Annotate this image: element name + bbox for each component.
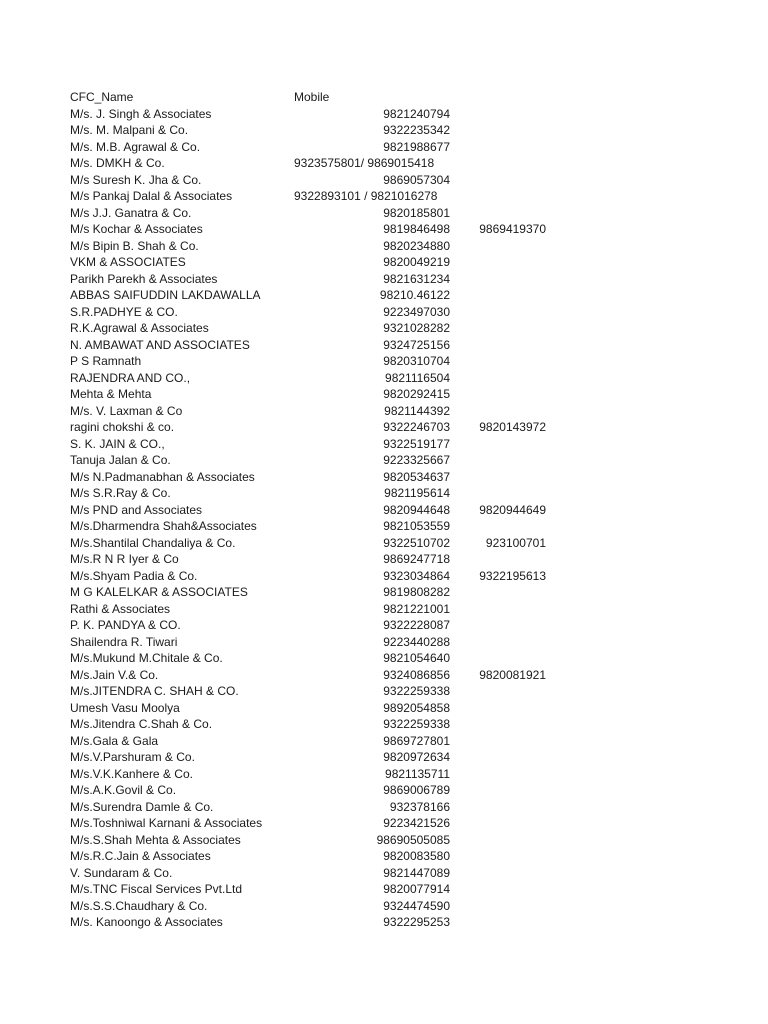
mobile-cell: 9324474590 <box>383 898 450 913</box>
table-row <box>70 386 730 403</box>
cfc-name-cell: Mehta & Mehta <box>70 387 152 401</box>
cfc-name-cell: M/s J.J. Ganatra & Co. <box>70 205 192 220</box>
table-row <box>70 716 730 733</box>
mobile-cell: 9821054640 <box>383 651 450 665</box>
table-row <box>70 238 730 255</box>
cfc-name-cell: M/s.R N R Iyer & Co <box>70 552 179 566</box>
table-row <box>70 419 730 436</box>
table-row <box>70 601 730 618</box>
mobile-cell: 9821240794 <box>383 106 450 121</box>
cfc-name-cell: M/s S.R.Ray & Co. <box>70 486 171 500</box>
cfc-name-cell: M/s N.Padmanabhan & Associates <box>70 469 255 484</box>
cfc-name-cell: N. AMBAWAT AND ASSOCIATES <box>70 337 250 352</box>
cfc-name-cell: M/s.Jitendra C.Shah & Co. <box>70 717 213 731</box>
cfc-name-cell: M/s Pankaj Dalal & Associates <box>70 189 233 203</box>
mobile-cell: 9821221001 <box>383 601 450 616</box>
table-row <box>70 188 730 205</box>
table-row <box>70 782 730 799</box>
cfc-name-cell: M/s.Shyam Padia & Co. <box>70 568 198 583</box>
table-row <box>70 584 730 601</box>
mobile-cell: 9820185801 <box>383 205 450 220</box>
cfc-name-cell: M/s.Toshniwal Karnani & Associates <box>70 816 263 830</box>
mobile-cell: 9323575801/ 9869015418 <box>294 156 435 170</box>
cfc-name-cell: M/s Kochar & Associates <box>70 222 203 236</box>
cfc-name-cell: M/s.TNC Fiscal Services Pvt.Ltd <box>70 882 243 896</box>
table-row <box>70 469 730 486</box>
table-row <box>70 271 730 288</box>
mobile-cell: 98690505085 <box>376 832 450 847</box>
cfc-name-cell: M/s.S.S.Chaudhary & Co. <box>70 898 208 913</box>
table-row <box>70 749 730 766</box>
cfc-name-cell: M G KALELKAR & ASSOCIATES <box>70 585 248 599</box>
cfc-name-cell: P S Ramnath <box>70 354 142 368</box>
column-header-cfc-name: CFC_Name <box>70 90 134 104</box>
table-row <box>70 568 730 585</box>
mobile-cell: 9322228087 <box>383 618 450 632</box>
mobile-cell: 9869247718 <box>383 552 450 566</box>
table-row <box>70 370 730 387</box>
alternate-mobile-cell: 9322195613 <box>479 568 546 583</box>
cfc-name-cell: Rathi & Associates <box>70 601 171 616</box>
table-row <box>70 353 730 370</box>
mobile-cell: 9324725156 <box>383 337 450 352</box>
cfc-name-cell: M/s Suresh K. Jha & Co. <box>70 172 202 187</box>
alternate-mobile-cell: 9820081921 <box>479 667 546 682</box>
cfc-name-cell: M/s.S.Shah Mehta & Associates <box>70 832 241 847</box>
table-row <box>70 502 730 519</box>
mobile-cell: 9820077914 <box>383 882 450 896</box>
cfc-name-cell: M/s.Jain V.& Co. <box>70 667 159 682</box>
mobile-cell: 932378166 <box>389 799 450 814</box>
table-row <box>70 881 730 898</box>
mobile-cell: 9322893101 / 9821016278 <box>294 189 438 203</box>
alternate-mobile-cell: 923100701 <box>485 535 546 550</box>
table-row <box>70 617 730 634</box>
table-row <box>70 865 730 882</box>
cfc-name-cell: M/s.Mukund M.Chitale & Co. <box>70 651 223 665</box>
header-row <box>70 89 730 106</box>
table-row <box>70 485 730 502</box>
table-row <box>70 106 730 123</box>
table-row <box>70 403 730 420</box>
cfc-name-cell: M/s.Gala & Gala <box>70 733 159 748</box>
alternate-mobile-cell: 9869419370 <box>479 222 546 236</box>
table-row <box>70 436 730 453</box>
cfc-name-cell: M/s.A.K.Govil & Co. <box>70 783 177 797</box>
mobile-cell: 9821631234 <box>383 271 450 286</box>
cfc-name-cell: RAJENDRA AND CO., <box>70 370 191 385</box>
cfc-name-cell: S.R.PADHYE & CO. <box>70 304 178 319</box>
mobile-cell: 9869057304 <box>383 172 450 187</box>
mobile-cell: 9223497030 <box>383 304 450 319</box>
cfc-name-cell: M/s. Kanoongo & Associates <box>70 915 223 929</box>
cfc-name-cell: Umesh Vasu Moolya <box>70 700 180 715</box>
mobile-cell: 9223325667 <box>383 453 450 467</box>
cfc-name-cell: M/s Bipin B. Shah & Co. <box>70 238 199 253</box>
mobile-cell: 9322259338 <box>383 684 450 698</box>
mobile-cell: 9821053559 <box>383 519 450 533</box>
table-row <box>70 766 730 783</box>
cfc-name-cell: M/s. V. Laxman & Co <box>70 403 183 418</box>
cfc-name-cell: M/s.V.K.Kanhere & Co. <box>70 766 193 781</box>
cfc-name-cell: S. K. JAIN & CO., <box>70 436 165 451</box>
mobile-cell: 9821447089 <box>383 865 450 880</box>
table-row <box>70 898 730 915</box>
table-row <box>70 155 730 172</box>
mobile-cell: 9322295253 <box>383 915 450 929</box>
table-row <box>70 254 730 271</box>
cfc-name-cell: ABBAS SAIFUDDIN LAKDAWALLA <box>70 288 261 302</box>
table-row <box>70 452 730 469</box>
cfc-name-cell: M/s.JITENDRA C. SHAH & CO. <box>70 684 239 698</box>
mobile-cell: 9820234880 <box>383 238 450 253</box>
table-row <box>70 535 730 552</box>
mobile-cell: 9821144392 <box>384 403 450 418</box>
table-row <box>70 683 730 700</box>
mobile-cell: 9819846498 <box>383 222 450 236</box>
alternate-mobile-cell: 9820944649 <box>479 502 546 517</box>
cfc-name-cell: M/s.R.C.Jain & Associates <box>70 849 211 863</box>
mobile-cell: 98210.46122 <box>379 288 450 302</box>
table-row <box>70 848 730 865</box>
cfc-name-cell: Tanuja Jalan & Co. <box>70 453 171 467</box>
mobile-cell: 9821135711 <box>385 766 450 781</box>
mobile-cell: 9821195614 <box>384 486 450 500</box>
mobile-cell: 9322259338 <box>383 717 450 731</box>
mobile-cell: 9869006789 <box>383 783 450 797</box>
spreadsheet-table <box>70 89 730 931</box>
cfc-name-cell: R.K.Agrawal & Associates <box>70 321 209 335</box>
cfc-name-cell: M/s. J. Singh & Associates <box>70 106 212 121</box>
mobile-cell: 9892054858 <box>383 700 450 715</box>
table-row <box>70 221 730 238</box>
cfc-name-cell: Parikh Parekh & Associates <box>70 271 218 286</box>
cfc-name-cell: P. K. PANDYA & CO. <box>70 618 181 632</box>
mobile-cell: 9322510702 <box>383 535 450 550</box>
table-row <box>70 667 730 684</box>
table-row <box>70 832 730 849</box>
mobile-cell: 9321028282 <box>383 321 450 335</box>
table-row <box>70 914 730 931</box>
cfc-name-cell: ragini chokshi & co. <box>70 420 175 434</box>
mobile-cell: 9820534637 <box>383 469 450 484</box>
cfc-name-cell: M/s.V.Parshuram & Co. <box>70 750 195 764</box>
table-row <box>70 700 730 717</box>
cfc-name-cell: M/s.Shantilal Chandaliya & Co. <box>70 535 236 550</box>
mobile-cell: 9322235342 <box>383 123 450 137</box>
mobile-cell: 9869727801 <box>383 733 450 748</box>
table-row <box>70 337 730 354</box>
cfc-name-cell: M/s.Dharmendra Shah&Associates <box>70 519 257 533</box>
table-row <box>70 304 730 321</box>
cfc-name-cell: M/s. M. Malpani & Co. <box>70 123 189 137</box>
mobile-cell: 9322519177 <box>383 436 450 451</box>
table-body <box>70 106 730 931</box>
mobile-cell: 9322246703 <box>383 420 450 434</box>
mobile-cell: 9820310704 <box>383 354 450 368</box>
table-row <box>70 172 730 189</box>
alternate-mobile-cell: 9820143972 <box>479 420 546 434</box>
cfc-name-cell: Shailendra R. Tiwari <box>70 634 178 649</box>
mobile-cell: 9223440288 <box>383 634 450 649</box>
mobile-cell: 9820972634 <box>383 750 450 764</box>
table-row <box>70 139 730 156</box>
mobile-cell: 9820083580 <box>383 849 450 863</box>
column-header-mobile: Mobile <box>294 90 330 104</box>
mobile-cell: 9819808282 <box>383 585 450 599</box>
table-row <box>70 287 730 304</box>
cfc-name-cell: M/s. M.B. Agrawal & Co. <box>70 139 201 154</box>
mobile-cell: 9223421526 <box>383 816 450 830</box>
table-row <box>70 205 730 222</box>
cfc-name-cell: M/s.Surendra Damle & Co. <box>70 799 214 814</box>
table-row <box>70 733 730 750</box>
table-row <box>70 518 730 535</box>
cfc-name-cell: M/s. DMKH & Co. <box>70 156 165 170</box>
mobile-cell: 9820944648 <box>383 502 450 517</box>
mobile-cell: 9820049219 <box>383 255 450 269</box>
table-row <box>70 799 730 816</box>
table-row <box>70 815 730 832</box>
table-row <box>70 320 730 337</box>
mobile-cell: 9324086856 <box>383 667 450 682</box>
mobile-cell: 9821988677 <box>383 139 450 154</box>
cfc-name-cell: M/s PND and Associates <box>70 502 203 517</box>
table-row <box>70 650 730 667</box>
cfc-name-cell: V. Sundaram & Co. <box>70 865 173 880</box>
table-row <box>70 634 730 651</box>
mobile-cell: 9820292415 <box>383 387 450 401</box>
table-row <box>70 122 730 139</box>
mobile-cell: 9821116504 <box>385 370 450 385</box>
cfc-name-cell: VKM & ASSOCIATES <box>70 255 186 269</box>
mobile-cell: 9323034864 <box>383 568 450 583</box>
table-row <box>70 551 730 568</box>
